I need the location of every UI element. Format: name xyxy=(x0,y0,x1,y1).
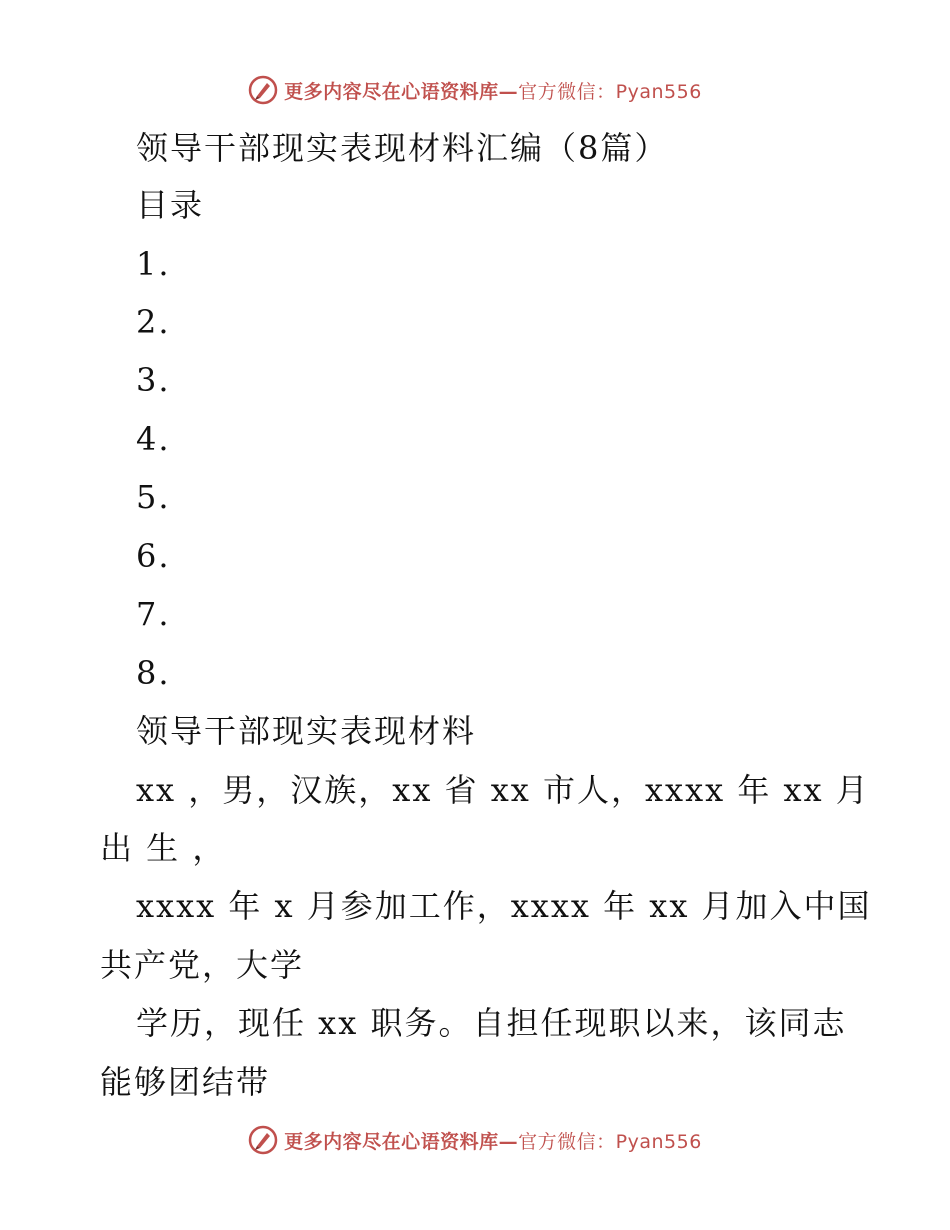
toc-item: 8. xyxy=(136,654,171,692)
paragraph-line: 学历，现任 xx 职务。自担任现职以来，该同志 xyxy=(136,1004,847,1042)
toc-item: 7. xyxy=(136,595,171,633)
watermark-text: 更多内容尽在心语资料库— xyxy=(284,80,519,103)
paragraph-line: xxxx 年 x 月参加工作，xxxx 年 xx 月加入中国 xyxy=(136,887,872,925)
toc-item: 3. xyxy=(136,361,171,399)
toc-item: 1. xyxy=(136,245,171,283)
toc-item: 6. xyxy=(136,537,171,575)
footer-watermark xyxy=(0,1122,950,1158)
pen-nib-icon xyxy=(248,1125,278,1155)
watermark-wechat: 官方微信：Pyan556 xyxy=(518,80,702,103)
section-title: 领导干部现实表现材料 xyxy=(136,712,477,750)
toc-item: 5. xyxy=(136,478,171,516)
toc-heading: 目录 xyxy=(136,186,205,224)
paragraph-line: 能够团结带 xyxy=(100,1063,271,1101)
toc-item: 2. xyxy=(136,303,171,341)
pen-nib-icon xyxy=(248,75,278,105)
paragraph-line: 出 生 ， xyxy=(100,829,227,867)
header-watermark xyxy=(0,72,950,108)
watermark-wechat: 官方微信：Pyan556 xyxy=(518,1130,702,1153)
toc-item: 4. xyxy=(136,420,171,458)
paragraph-line: 共产党，大学 xyxy=(100,946,305,984)
watermark-text: 更多内容尽在心语资料库— xyxy=(284,1130,519,1153)
paragraph-line: xx ，男，汉族，xx 省 xx 市人，xxxx 年 xx 月 xyxy=(136,771,870,809)
document-title: 领导干部现实表现材料汇编（8篇） xyxy=(136,129,669,167)
